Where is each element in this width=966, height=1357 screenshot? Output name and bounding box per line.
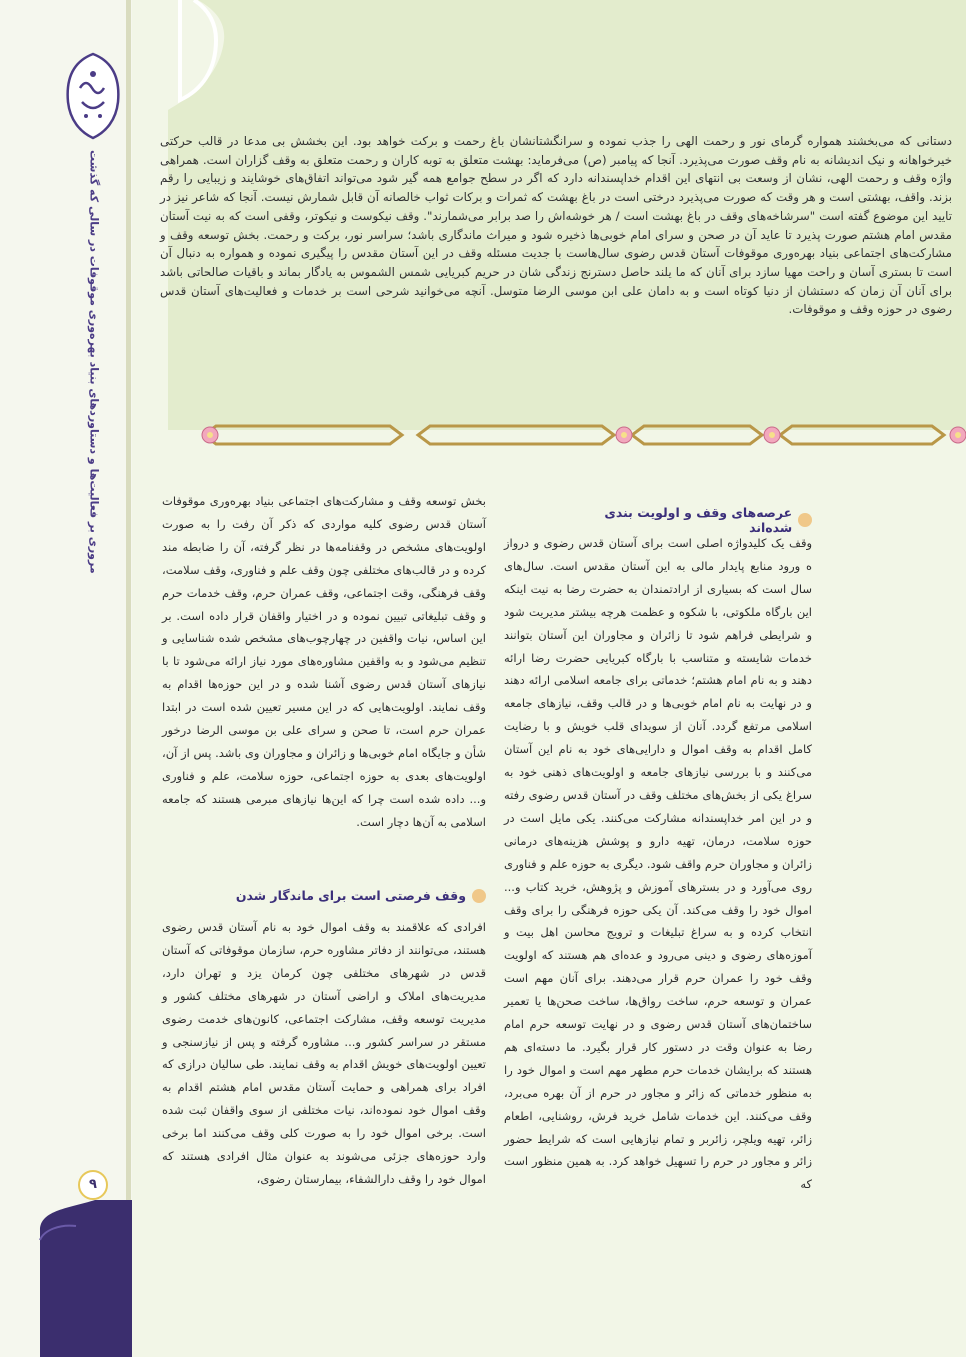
running-title: مروری بر فعالیت‌ها و دستاوردهای بنیاد بهره‌وری موقوفات در سالی که گذشت	[87, 150, 101, 574]
running-title-container	[84, 150, 104, 850]
bullet-flower-icon	[798, 513, 812, 527]
intro-paragraph	[160, 132, 952, 402]
sidebar-divider	[126, 0, 131, 1357]
bullet-flower-icon	[472, 889, 486, 903]
section-heading-waqf-opportunity	[230, 888, 486, 903]
section2-text: افرادی که علاقمند به وقف اموال خود به نام آستان قدس رضوی هستند، می‌توانند از دفاتر مشاوره حرم، سازمان موقوفاتی که آستان قدس در شهرهای مختلفی چون کرمان یزد و تهران دارد، مدیریت‌های املاک و اراضی آستان در شهرهای مختلف کشور و مدیریت توسعه وقف، مشارکت اجتماعی، کانون‌های خدمت رضوی مستقر در سراسر کشور و... مشاوره گرفته و پس از نیازسنجی و تعیین اولویت‌های خویش اقدام به وقف نمایند. طی سالیان درازی که افراد برای همراهی و حمایت آستان مقدس امام هشتم اقدام به وقف اموال خود نموده‌اند، نیات مختلفی از سوی واقفان ثبت شده است. برخی اموال خود را به صورت کلی وقف می‌کنند اما برخی وارد حوزه‌های جزئی می‌شوند به عنوان مثال افرادی هستند که اموال خود را وقف دارالشفاء، بیمارستان رضوی،	[162, 920, 486, 1186]
right-column	[504, 532, 812, 1196]
ornamental-border-icon	[172, 418, 966, 452]
left-column-top	[162, 490, 486, 834]
page-number: ۹	[78, 1170, 108, 1200]
intro-text: دستانی که می‌بخشند همواره گرمای نور و رحمت الهی را جذب نموده و سرانگشتانشان باغ رحمت و برکت خواهد بود. این بخشش بی مدعا در قالب حرکتی خیرخواهانه و نیک اندیشانه به نام وقف صورت می‌پذیرد. آنجا که پیامبر (ص) می‌فرماید: بهشت متعلق به توبه کاران و رحمت متعلق به وقف گزاران است. همراهی واژه وقف و رحمت الهی، نشان از وسعت بی انتهای این اقدام خداپسندانه دارد که اگر در سطح جوامع همه گیر شود می‌تواند اتفاق‌های خوشایند و زیبایی را رقم بزند. واقف، بهشتی است و هر وقت که صورت می‌پذیرد درختی است در باغ بهشت که ثمرات و برکات ثواب خالصانه آن قابل شمارش نیست. آنجا که شاعر نیز در تایید این موضوع گفته است "سرشاخه‌های وقف در باغ بهشت است / هر خوشه‌اش را صد برابر می‌شمارند". وقف نیکوست و نیکوتر، وقفی است که به نیت آستان مقدس امام هشتم صورت پذیرد تا عاید آن در صحن و سرای امام خوبی‌ها ذخیره شود و میراث ماندگاری باشد؛ سراسر نور، برکت و رحمت. بخش توسعه وقف و مشارکت‌های اجتماعی بنیاد بهره‌وری موقوفات آستان قدس رضوی سال‌هاست با جدیت مسئله وقف در این آستان مقدس را پیگیری نموده و همواره به دنبال آن است تا بستری آسان و راحت مهیا سازد برای آنان که ما یلند حاصل دسترنج زندگی شان در حریم کبریایی شمس الشموس به یادگار بماند و باقیات صالحاتی باشد برای آنان آن زمان که دستشان از دنیا کوتاه است و به دامان علی ابن موسی الرضا متوسل. آنچه می‌خوانید شرحی است بر خدمات و فعالیت‌های آستان قدس رضوی در حوزه وقف و موقوفات.	[160, 134, 952, 317]
left-top-text: بخش توسعه وقف و مشارکت‌های اجتماعی بنیاد بهره‌وری موقوفات آستان قدس رضوی کلیه مواردی که ذکر آن رفت را به صورت اولویت‌های مشخص در وقفنامه‌ها در نظر گرفته، آن را ضابطه مند کرده و در قالب‌های مختلفی چون وقف علم و فناوری، وقف سلامت، وقف فرهنگی، وقت اجتماعی، وقف عمران حرم، وقف خدمات حرم و وقف تبلیغاتی تبیین نموده و در اختیار واقفان قرار داده است. بر این اساس، نیات واقفین در چهارچوب‌های مشخص شده شناسایی و تنظیم می‌شود و به واقفین مشاوره‌های مورد نیاز ارائه می‌شود تا با نیازهای آستان قدس رضوی آشنا شده و در این حوزه‌ها اقدام به وقف نمایند. اولویت‌هایی که در این مسیر تعیین شده است در ابتدا عمران حرم است، تا صحن و سرای علی بن موسی الرضا درخور شأن و جایگاه امام خوبی‌ها و زائران و مجاوران وی باشد. پس از آن، اولویت‌های بعدی به حوزه اجتماعی، حوزه سلامت، علم و فناوری و... داده شده است چرا که این‌ها نیازهای مبرمی هستند که جامعه اسلامی به آن‌ها دچار است.	[162, 494, 486, 829]
section1-text: وقف یک کلیدواژه اصلی است برای آستان قدس رضوی و درواز ه ورود منابع پایدار مالی به این آستان مقدس است. سال‌های سال است که بسیاری از ارادتمندان به حضرت رضا به نیت اینکه این بارگاه ملکوتی، با شکوه و عظمت هرچه بیشتر مدیریت شود و شرایطی فراهم شود تا زائران و مجاوران این آستان بتوانند خدمات شایسته و متناسب با بارگاه کبریایی حضرت رضا ارائه دهند و به نام امام هشتم؛ خدماتی برای جامعه اسلامی ارائه دهند و در نهایت به نام امام خوبی‌ها و در قالب وقف، نیازهای جامعه اسلامی مرتفع گردد. آنان از سویدای قلب خویش و با رضایت کامل اقدام به وقف اموال و دارایی‌های خود به نام این آستان می‌کنند و با بررسی نیازهای جامعه و اولویت‌های ذهنی خود به سراغ یکی از بخش‌های مختلف وقف در آستان قدس رضوی رفته و در این امر خداپسندانه مشارکت می‌کنند. یکی مایل است در حوزه سلامت، درمان، تهیه دارو و پوشش هزینه‌های درمانی زائران و مجاوران حرم واقف شود. دیگری به حوزه علم و فناوری روی می‌آورد و در بسترهای آموزش و پژوهش، خرید کتاب و... اموال خود را وقف می‌کند. آن یکی حوزه فرهنگی را برای وقف انتخاب کرده و به سراغ تبلیغات و ترویج محاسن اهل بیت و آموزه‌های رضوی و دینی می‌رود و عده‌ای هم هستند که اولویت وقف خود را عمران حرم قرار می‌دهند. برای آنان مهم است عمران و توسعه حرم، ساخت رواق‌ها، ساخت صحن‌ها یا تعمیر ساختمان‌های آستان قدس رضوی و در نهایت توسعه حرم امام رضا به عنوان وقت در دستور کار قرار بگیرد. ما دسته‌ای هم هستند که برایشان خدمات حرم مطهر مهم است و اموال خود را به منظور خدماتی که زائر و مجاور در حرم از آن بهره می‌برد، وقف می‌کنند. این خدمات شامل خرید فرش، روشنایی، اطعام زائر، تهیه ویلچر، زائربر و تمام نیازهایی است که شرایط حضور زائر و مجاور در حرم را تسهیل خواهد کرد. به همین منظور است که	[504, 536, 812, 1192]
sidebar	[0, 0, 132, 1357]
section-heading-waqf-areas	[560, 505, 812, 535]
purple-wave-decoration	[0, 1200, 132, 1357]
section2-heading: وقف فرصتی است برای ماندگار شدن	[235, 888, 466, 903]
section1-heading: عرصه‌های وقف و اولویت بندی شده‌اند	[604, 505, 793, 535]
magazine-logo-icon	[62, 50, 124, 140]
left-column-bottom	[162, 916, 486, 1191]
